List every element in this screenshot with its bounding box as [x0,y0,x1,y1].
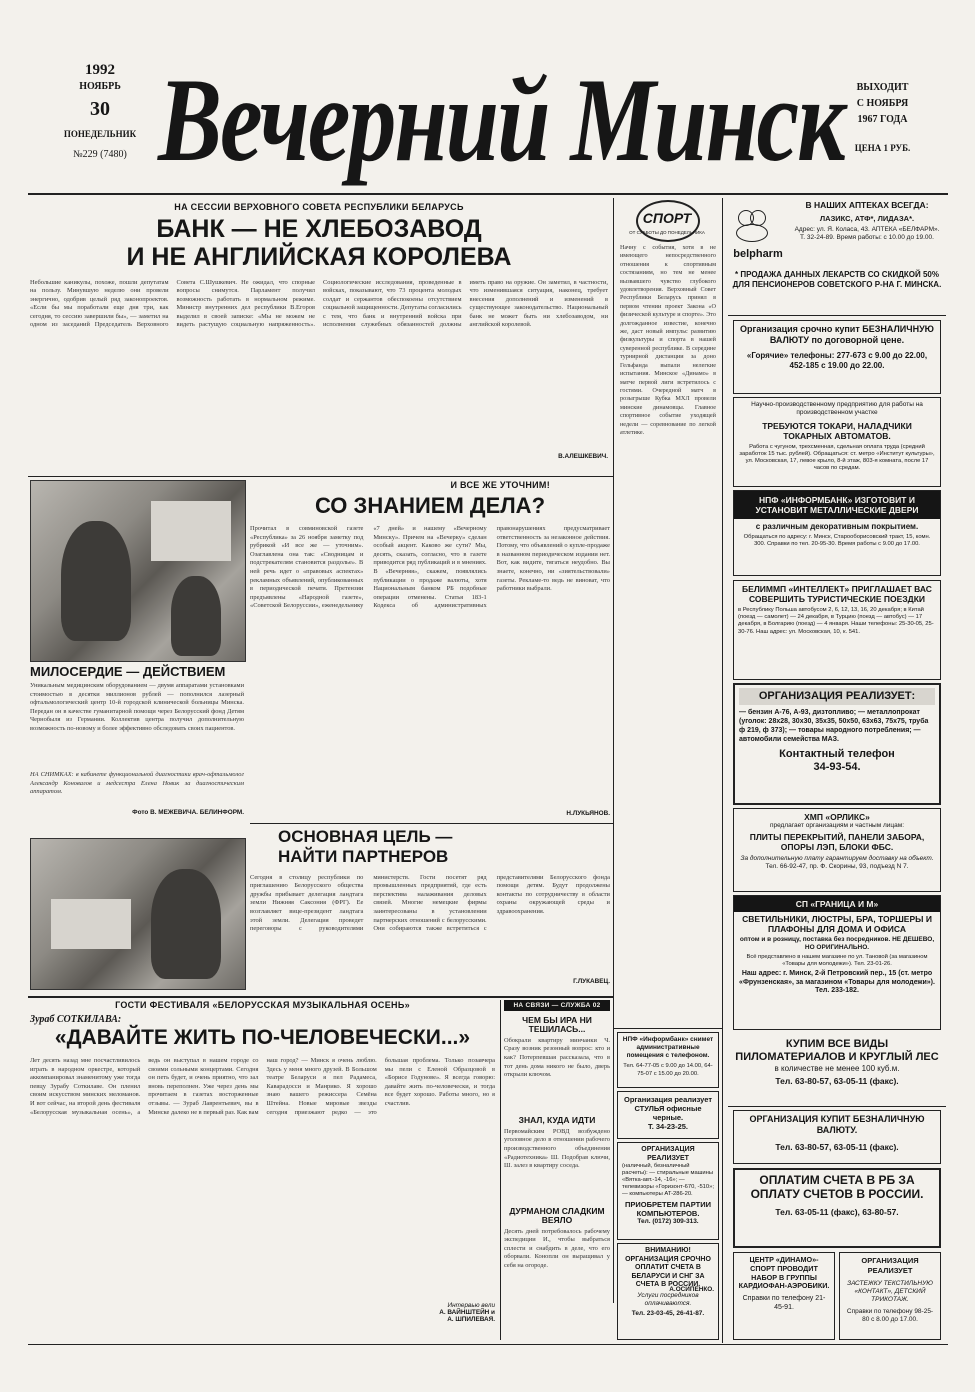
orliks-ad [733,808,941,892]
turners-top: Научно-производственному предприятию для работы на производственном участке [751,401,923,416]
page-bottom-rule [28,1344,948,1345]
granitsa-items: СВЕТИЛЬНИКИ, ЛЮСТРЫ, БРА, ТОРШЕРЫ И ПЛАФОНЫ ДЛЯ ДОМА И ОФИСА [742,914,932,934]
dela-signature: Н.ЛУКЬЯНОВ. [566,810,610,818]
buy-currency-tel: Тел. 63-80-57, 63-05-11 (факс). [775,1142,899,1152]
attention-ad [617,1243,719,1340]
news-left-rule [500,1000,501,1340]
computers-tel: Тел. (0172) 309-313. [637,1218,699,1225]
pharm-items: ЛАЗИКС, АТФ*, ЛИДАЗА*. [819,214,915,223]
currency-tel-1: «Горячие» телефоны: 277-673 с 9.00 до 22.00, [746,351,928,360]
interview-sig-2: А. ВАЙНШТЕЙН и [439,1309,495,1317]
masthead-weekday: ПОНЕДЕЛЬНИК [63,129,137,139]
partners-headline-line-2: НАЙТИ ПАРТНЕРОВ [278,846,449,866]
photo-ophthalmology-2 [30,838,246,990]
lumber-tel: Тел. 63-80-57, 63-05-11 (факс). [775,1076,899,1086]
mercy-caption [30,664,244,836]
appliances-small: (наличный, безналичный расчеты): — стиральные машины «Вятка-авт.-14, -16»; — телевизоры «Горизонт-670, -510»; — компьютеры AT-286-20. [622,1163,714,1197]
buy-currency-head: ОРГАНИЗАЦИЯ КУПИТ БЕЗНАЛИЧНУЮ ВАЛЮТУ. [749,1114,925,1135]
sport-logo-ring-text: ОТ СУББОТЫ ДО ПОНЕДЕЛЬНИКА [629,230,705,235]
granitsa-sub: оптом и в розницу, поставка без посредников. НЕ ДЕШЕВО, НО ОРИГИНАЛЬНО. [739,936,935,951]
dinamo-ad [733,1252,835,1340]
realize-tel: 34-93-54. [813,761,861,773]
news-body-1: Обокрали квартиру минчанки Ч. Сразу возник резонный вопрос: кто и как? Потерпевшая рассказала, что в тот день дома никого не было, дверь открыли ключом. [504,1036,610,1079]
tours-small: в Республику Польша автобусом 2, 6, 12, 13, 16, 20 декабря; в Китай (поезд — самолет) — 24 декабря, в Турцию (поезд — автобус) — 17 декабря, в Болгарию (поезд) — 4 января. Наши телефоны: 25-30-05, 25-30-76. Наш адрес: ул. Московская, 10, к. 541. [738,607,934,635]
since-line-3: 1967 ГОДА [857,114,908,125]
masthead-rule [28,193,948,195]
masthead-price: ЦЕНА 1 РУБ. [854,143,911,153]
photo-1-figure-2 [171,576,221,656]
interview-kicker: ГОСТИ ФЕСТИВАЛЯ «БЕЛОРУССКАЯ МУЗЫКАЛЬНАЯ ОСЕНЬ» [115,1000,410,1010]
photo-2-figure [151,869,221,979]
realize-head: ОРГАНИЗАЦИЯ РЕАЛИЗУЕТ: [739,688,935,705]
interview-article [30,1000,495,1342]
news-headline-1: ЧЕМ БЫ ИРА НИ ТЕШИЛАСЬ... [522,1015,592,1034]
orliks-head: ХМП «ОРЛИКС» [804,812,870,822]
sport-body: Начну с события, хотя в не имеющего непосредственного отношения к спортивным состязаниям, но тем не менее вызвавшего чувство глубокого удовлетворения. Верховный Совет Республики Беларусь принял в первом чтении проект Закона «О физической культуре и спорте». Это долгожданное известие, конечно же, даст новый импульс развитию физкультуры и спорта в нашей суверенной республике. В середине турнирной дистанции за доно Гельфанда выпали нелегкие испытания. Минское «Динамо» в матче первой лиги встретилось с гостями. Очередной матч в розыгрыше Кубка МХЛ провели минские динамовцы. Главное спортивное событие уходящей недели — соревнование по легкой атлетике. [620,244,716,436]
mercy-headline: МИЛОСЕРДИЕ — ДЕЙСТВИЕМ [30,664,226,679]
partners-article [250,828,610,988]
turners-head: ТРЕБУЮТСЯ ТОКАРИ, НАЛАДЧИКИ ТОКАРНЫХ АВТОМАТОВ. [762,421,912,441]
masthead [50,50,930,200]
pharm-promo: * ПРОДАЖА ДАННЫХ ЛЕКАРСТВ СО СКИДКОЙ 50% ДЛЯ ПЕНСИОНЕРОВ СОВЕТСКОГО Р-НА Г. МИНСКА. [732,270,942,289]
pay-accounts-ad [733,1168,941,1248]
dela-kicker: И ВСЕ ЖЕ УТОЧНИМ! [450,480,550,490]
pay-accounts-tel: Тел. 63-05-11 (факс), 63-80-57. [775,1207,899,1217]
belpharm-logo-icon [732,206,772,246]
lead-kicker: НА СЕССИИ ВЕРХОВНОГО СОВЕТА РЕСПУБЛИКИ БЕЛАРУСЬ [174,202,464,212]
lead-headline-line-2: И НЕ АНГЛИЙСКАЯ КОРОЛЕВА [126,243,512,272]
doors-sub: с различным декоративным покрытием. [755,522,919,531]
realize-items: — бензин А-76, А-93, дизтопливо; — металлопрокат (уголок: 28х28, 30х30, 35х35, 50х50, 63х63, 75х75, труба ф 219, ф 373); — товары народного потребления; — автомобили семейства МАЗ. [739,709,929,743]
dela-article [250,480,610,820]
doors-ad [733,490,941,576]
news-body-3: Десять дней потребовалось рабочему экспедиции И., чтобы выбраться сплести и снабдить в деле, что его оборвали. Конопли он выращивал у себя на огороде. [504,1227,610,1269]
textile-tel: Справки по телефону 98-25-80 с 8.00 до 17.00. [846,1308,934,1323]
orliks-tel: Тел. 66-92-47, пр. Ф. Скорины, 93, подъезд N 7. [765,863,909,870]
textile-head: ОРГАНИЗАЦИЯ РЕАЛИЗУЕТ [861,1256,919,1275]
sport-left-rule [613,198,614,1303]
pharm-text [792,200,942,242]
photo-1-figure [61,521,131,641]
small-ads-rule [614,1028,722,1029]
turners-small: Работа с чугуном, трехсменная, сдельная оплата труда (средний заработок 15 тыс. рублей). Обращаться: ст. метро «Институт культуры», ул. Московская, 17, левое крыло, 8-й этаж, 803-я комната, после 17 часов по средам. [739,444,935,471]
police-news [504,1000,610,1340]
lead-article [30,198,608,470]
masthead-issue: №229 (7480) [73,149,127,160]
photo-2-device [51,899,131,949]
mercy-body: Уникальным медицинским оборудованием — двумя аппаратами установками стоимостью в десятки миллионов рублей — пополнился лазерный офтальмологический центр 10-й городской клинической больницы Минска. Передан он в качестве гуманитарной помощи через Белорусский фонд Детям Чернобыля из Германии. Коллектив центра получил дополнительную возможность по-новому и более эффективно обследовать своих пациентов. [30,682,244,732]
sport-signature: А.ОСИПЕНКО. [669,1286,714,1293]
currency-ad [733,320,941,394]
mercy-credit: Фото В. МЕЖЕВИЧА. БЕЛИНФОРМ. [132,809,244,816]
attention-small: Услуги посредников оплачиваются. [637,1291,699,1307]
partners-body: Сегодня в столицу республики по приглашению Белорусского общества дружбы прибывает делегация ландтага земли Нижняя Саксония (ФРГ). Ее возглавляет вице-президент ландтага этой земли. Делегация проведет переговоры с руководителями министерств. Гости посетят ряд промышленных предприятий, где есть перспектива налаживания деловых связей. Многие немецкие фирмы заинтересованы в установлении партнерских отношений с белорусскими. Они собираются также встретиться с представителями Белорусского фонда помощи детям. Будут продолжены контакты по сотрудничеству в области охраны окружающей среды и здравоохранения. [250,873,610,933]
lead-body: Небольшие каникулы, похоже, пошли депутатам на пользу. Минувшую неделю они провели энергично, одобрив целый ряд законопроектов. «Если бы мы поработали еще дня три, как сегодня, то сессию завершили бы», — заметил на одном из заседаний Председатель Верховного Совета С.Шушкевич. Не ожидал, что спорные вопросы снимутся. Парламент получил возможность работать в нормальном режиме. Министр внутренних дел республики В.Егоров выделил в своей записке: «Мы не можем не видеть растущую социальную напряженность». Социологические исследования, проведенные в войсках, показывают, что 73 процента молодых солдат и сержантов обеспокоены отсутствием социальной защищенности. Депутаты согласились с тем, что банк и внутренний войска при исполнении служебных обязанностей должны иметь право на оружие. Он заметил, в частности, что изменившаяся ситуация, наконец, требует внесения дополнений и изменений в существующее законодательство. Национальный банк не может быть ни хлебозаводом, ни английской королевой. [30,278,608,329]
turners-ad [733,397,941,487]
orliks-small: За дополнительную плату гарантируем доставку на объект. [740,855,934,862]
interview-sig-1: Интервью вели [447,1302,495,1310]
photo-1-screen [151,501,231,561]
pharm-address: Адрес: ул. Я. Коласа, 43. АПТЕКА «БЕЛФАРМ». Т. 32-24-89. Время работы: с 10.00 до 19.00. [794,226,940,241]
orliks-sub: предлагает организациям и частным лицам: [769,822,905,829]
masthead-day: 30 [90,98,110,120]
chairs-ad [617,1091,719,1139]
doors-head: НПФ «ИНФОРМБАНК» ИЗГОТОВИТ И УСТАНОВИТ МЕТАЛЛИЧЕСКИЕ ДВЕРИ [734,491,940,519]
dela-rule [250,823,613,824]
dinamo-tel: Справки по телефону 21-45-91. [742,1295,826,1311]
bottom-rule [28,996,613,998]
masthead-year: 1992 [85,62,115,78]
appliances-ad [617,1142,719,1240]
interview-body: Лет десять назад мне посчастливилось играть в народном оркестре, который аккомпанировал знаменитому уже тогда певцу Зурабу Соткилаве. Он пленил своим искусством минских меломанов. И вот сейчас, на второй день фестиваля «Белорусская музыкальная осень», а ведь он выступал в нашем городе со своими сольными концертами. Сегодня он петь будет, и очень приятно, что зал вновь переполнен. Уже через день мы прочитаем в газетах восторженные отзывы. — Зураб Лаврентьевич, вы в Минске далеко не в первый раз. Как вам наш город? — Минск я очень люблю. Здесь у меня много друзей. В Большом театре Беларуси я пел Радамеса, Каварадосси и Манрико. Я хорошо знаю вашего режиссера Семёна Штейна. Новые мировые звезды сегодня приезжают редко — это большая проблема. Только позавчера мы пели с Еленой Образцовой в «Борисе Годунове». Я всегда говорю: давайте жить по-человечески, и тогда все будет хорошо. Работы много, но я счастлив. [30,1057,495,1116]
interview-byline: Зураб СОТКИЛАВА: [30,1014,122,1025]
police-kicker: НА СВЯЗИ — СЛУЖБА 02 [504,1000,610,1011]
belpharm-ring-3 [736,224,768,242]
dela-body: Прочитал в совминовской газете «Республика» за 26 ноября заметку под рубрикой «И все же — уточним». Озаглавлена она так: «Сводницам и подстрекателям становится раздолье». В ней речь идет о «правовых аспектах» рекламных объявлений, опубликованных в периодической печати. Претензии предъявлены «Народной газете», «Советской Белоруссии», еженедельнику «7 дней» и нашему «Вечерному Минску». Причем на «Вечерку» сделан особый акцент. Каково же сути? Мы, десять, сказать, согласно, что в газете приводится ряд публикаций и в мнениях. В «Вечерняя», скажем, появлялись публикации о продаже валюты, хотя Национальным банком РБ подобные операции отменены. Статья 183-1 Кодекса об административных правонарушениях предусматривает ответственность за незаконное действия. Потому, что объявлений о купле-продаже в названном периодическом издании нет. Вот, как видите, тягаться неудобно. Вы знаете, конечно, ни «зиятельствовали» газеты. Рекламе-то ведь не виноват, что работники выбрали. [250,525,610,610]
interview-sig-3: А. ШПИЛЕВАЯ. [447,1316,495,1324]
premises-ad [617,1032,719,1088]
currency-tel-2: 452-185 с 19.00 до 22.00. [789,361,885,370]
chairs-tel: Т. 34-23-25. [647,1122,688,1131]
news-headline-3: ДУРМАНОМ СЛАДКИМ ВЕЯЛО [509,1205,605,1225]
attention-head: ВНИМАНИЮ! ОРГАНИЗАЦИЯ СРОЧНО ОПЛАТИТ СЧЕТА В БЕЛАРУСИ И СНГ ЗА СЧЕТА В РОССИИ. [625,1247,711,1289]
pharm-head: В НАШИХ АПТЕКАХ ВСЕГДА: [805,200,929,210]
lumber-rule [728,1106,946,1107]
granitsa-small: Всё представлено в нашем магазине по ул. Тановой (за магазином «Товары для молодежи»). Тел. 23-01-26. [746,954,928,967]
masthead-month: НОЯБРЬ [79,81,121,92]
masthead-title: Вечерний Минск [158,52,844,187]
masthead-since-block [835,80,930,156]
textile-small: ЗАСТЕЖКУ ТЕКСТИЛЬНУЮ «КОНТАКТ», ДЕТСКИЙ ТРИКОТАЖ. [847,1280,933,1303]
middle-rule [28,476,613,477]
news-body-2: Первомайским РОВД возбуждено уголовное дело в отношении рабочего производственного объединения «Радиотехника» Ш. Подобрав ключи, Ш. залез в квартиру соседа. [504,1127,610,1170]
granitsa-address: Наш адрес: г. Минск, 2-й Петровский пер., 15 (ст. метро «Фрунзенская», за магазином «Товары для молодежи»). Тел. 233-182. [739,970,935,994]
partners-signature: Г.ЛУКАВЕЦ. [573,977,610,985]
orliks-items: ПЛИТЫ ПЕРЕКРЫТИЙ, ПАНЕЛИ ЗАБОРА, ОПОРЫ ЛЭП, БЛОКИ ФБС. [749,832,925,852]
news-headline-2: ЗНАЛ, КУДА ИДТИ [518,1114,596,1125]
tours-ad [733,580,941,680]
pharm-rule [728,315,946,316]
buy-currency-ad [733,1110,941,1164]
ads-left-rule [722,198,723,1343]
lead-signature: В.АЛЕШКЕВИЧ. [558,452,608,460]
sport-logo [622,198,712,240]
masthead-date-block [50,62,150,160]
pay-accounts-head: ОПЛАТИМ СЧЕТА В РБ ЗА ОПЛАТУ СЧЕТОВ В РОССИИ. [750,1173,924,1201]
pharm-ad [728,198,946,313]
sport-logo-text: СПОРТ [642,210,692,226]
interview-headline: «ДАВАЙТЕ ЖИТЬ ПО-ЧЕЛОВЕЧЕСКИ...» [54,1026,471,1049]
computers-head: ПРИОБРЕТЕМ ПАРТИИ КОМПЬЮТЕРОВ. [624,1200,711,1218]
mercy-label: НА СНИМКАХ: в кабинете функциональной диагностики врач-офтальмолог Александр Коновалов и медсестра Елена Новик за диагностическим аппаратом. [30,771,244,796]
granitsa-ad [733,895,941,1030]
dela-headline: СО ЗНАНИЕМ ДЕЛА? [314,493,546,518]
lumber-ad [728,1035,946,1105]
realize-contact: Контактный телефон [779,748,895,760]
appliances-head: ОРГАНИЗАЦИЯ РЕАЛИЗУЕТ [641,1146,695,1162]
premises-head: НПФ «Информбанк» снимет административные помещения с телефоном. [622,1036,714,1059]
photo-ophthalmology-1 [30,480,246,662]
partners-headline-line-1: ОСНОВНАЯ ЦЕЛЬ — [278,827,453,846]
since-line-1: ВЫХОДИТ [856,82,909,93]
textile-ad [839,1252,941,1340]
lumber-head: КУПИМ ВСЕ ВИДЫ ПИЛОМАТЕРИАЛОВ И КРУГЛЫЙ ЛЕС [735,1038,939,1063]
lumber-sub: в количестве не менее 100 куб.м. [774,1064,900,1073]
doors-small: Обращаться по адресу: г. Минск, Старооборисовский тракт, 15, комн. 300. Справки по тел. 20-95-30. Время работы с 9.00 до 17.00. [743,534,931,547]
dinamo-head: ЦЕНТР «ДИНАМО»-СПОРТ ПРОВОДИТ НАБОР В ГРУППЫ КАРДИОФАН-АЭРОБИКИ. [738,1255,830,1291]
tours-head: БЕЛИММП «ИНТЕЛЛЕКТ» ПРИГЛАШАЕТ ВАС СОВЕРШИТЬ ТУРИСТИЧЕСКИЕ ПОЕЗДКИ [742,584,932,604]
granitsa-head: СП «ГРАНИЦА И М» [734,896,940,912]
belpharm-brand: belpharm [733,248,783,260]
chairs-head: Организация реализует СТУЛЬЯ офисные черные. [624,1095,712,1122]
attention-tel: Тел. 23-03-45, 26-41-87. [631,1309,705,1317]
since-line-2: С НОЯБРЯ [856,98,909,109]
premises-tel: Тел. 64-77-05 с 9.00 до 14.00, 64-75-07 с 15.00 до 20.00. [623,1063,713,1077]
lead-headline-line-1: БАНК — НЕ ХЛЕБОЗАВОД [156,215,482,243]
currency-head: Организация срочно купит БЕЗНАЛИЧНУЮ ВАЛЮТУ по договорной цене. [740,324,934,345]
realize-ad [733,683,941,805]
